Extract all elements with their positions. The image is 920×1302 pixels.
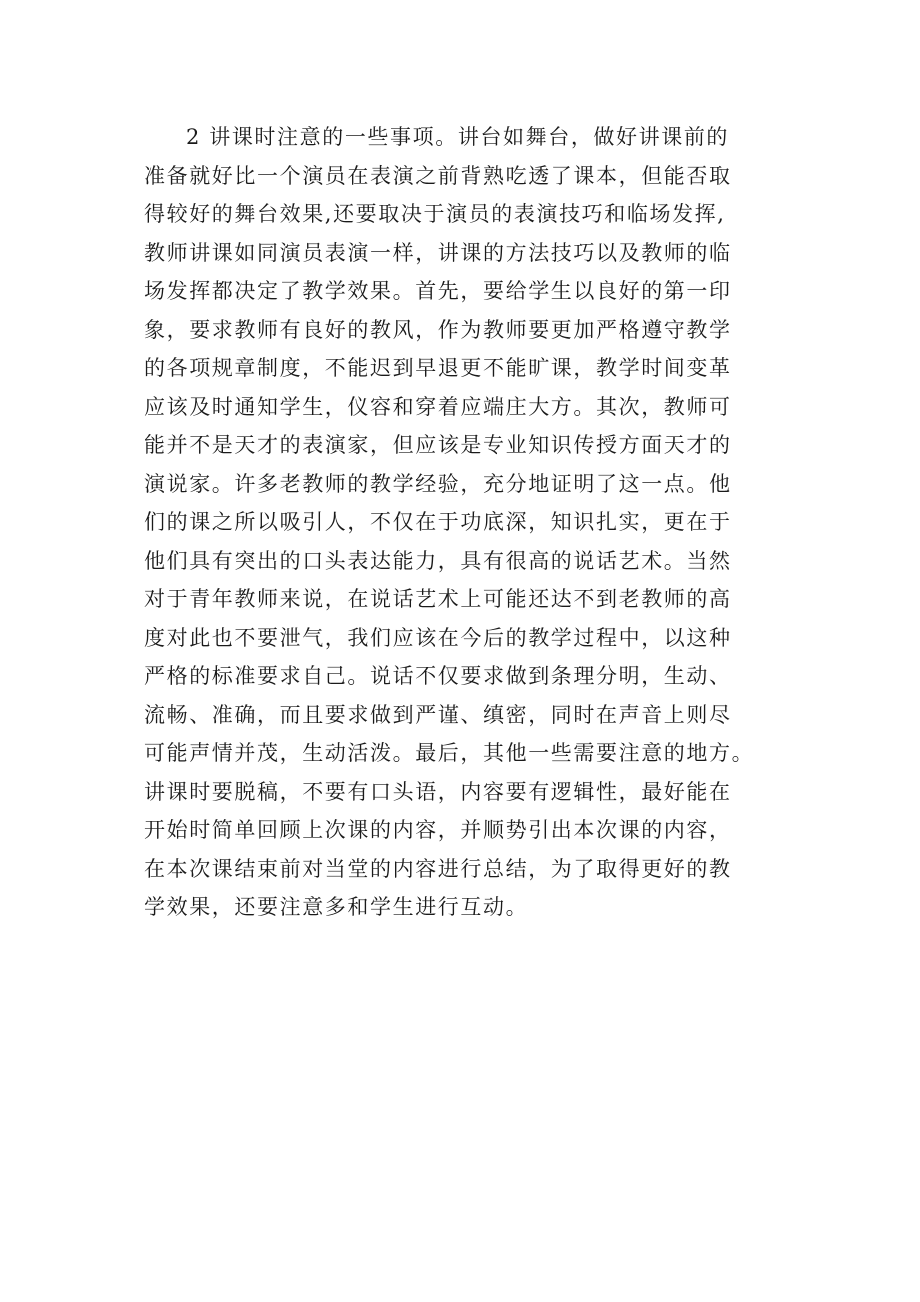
paragraph-line: 可能声情并茂，生动活泼。最后，其他一些需要注意的地方。 — [144, 741, 755, 765]
paragraph-line: 2 讲课时注意的一些事项。讲台如舞台，做好讲课前的 — [186, 125, 730, 149]
paragraph-line: 得较好的舞台效果,还要取决于演员的表演技巧和临场发挥, — [144, 202, 726, 226]
paragraph-line: 学效果，还要注意多和学生进行互动。 — [144, 895, 529, 919]
paragraph-line: 教师讲课如同演员表演一样，讲课的方法技巧以及教师的临 — [144, 240, 732, 265]
paragraph-line: 们的课之所以吸引人，不仅在于功底深，知识扎实，更在于 — [144, 510, 732, 534]
paragraph-line: 演说家。许多老教师的教学经验，充分地证明了这一点。他 — [144, 471, 732, 496]
paragraph-line: 对于青年教师来说，在说话艺术上可能还达不到老教师的高 — [144, 587, 732, 611]
paragraph-line: 场发挥都决定了教学效果。首先，要给学生以良好的第一印 — [144, 279, 732, 303]
paragraph-line: 严格的标准要求自己。说话不仅要求做到条理分明，生动、 — [144, 664, 732, 688]
body-paragraph — [144, 118, 804, 927]
paragraph-line: 度对此也不要泄气，我们应该在今后的教学过程中，以这种 — [144, 625, 732, 650]
paragraph-line: 他们具有突出的口头表达能力，具有很高的说话艺术。当然 — [144, 548, 732, 573]
paragraph-line: 象，要求教师有良好的教风，作为教师要更加严格遵守教学 — [144, 317, 732, 342]
paragraph-line: 能并不是天才的表演家，但应该是专业知识传授方面天才的 — [144, 433, 732, 457]
paragraph-line: 的各项规章制度，不能迟到早退更不能旷课，教学时间变革 — [144, 356, 732, 380]
paragraph-line: 讲课时要脱稿，不要有口头语，内容要有逻辑性，最好能在 — [144, 779, 732, 804]
paragraph-line: 开始时简单回顾上次课的内容，并顺势引出本次课的内容， — [144, 818, 732, 842]
paragraph-line: 应该及时通知学生，仪容和穿着应端庄大方。其次，教师可 — [144, 394, 732, 419]
paragraph-line: 流畅、准确，而且要求做到严谨、缜密，同时在声音上则尽 — [144, 702, 732, 727]
paragraph-line: 准备就好比一个演员在表演之前背熟吃透了课本，但能否取 — [144, 163, 732, 188]
paragraph-line: 在本次课结束前对当堂的内容进行总结，为了取得更好的教 — [144, 856, 732, 881]
